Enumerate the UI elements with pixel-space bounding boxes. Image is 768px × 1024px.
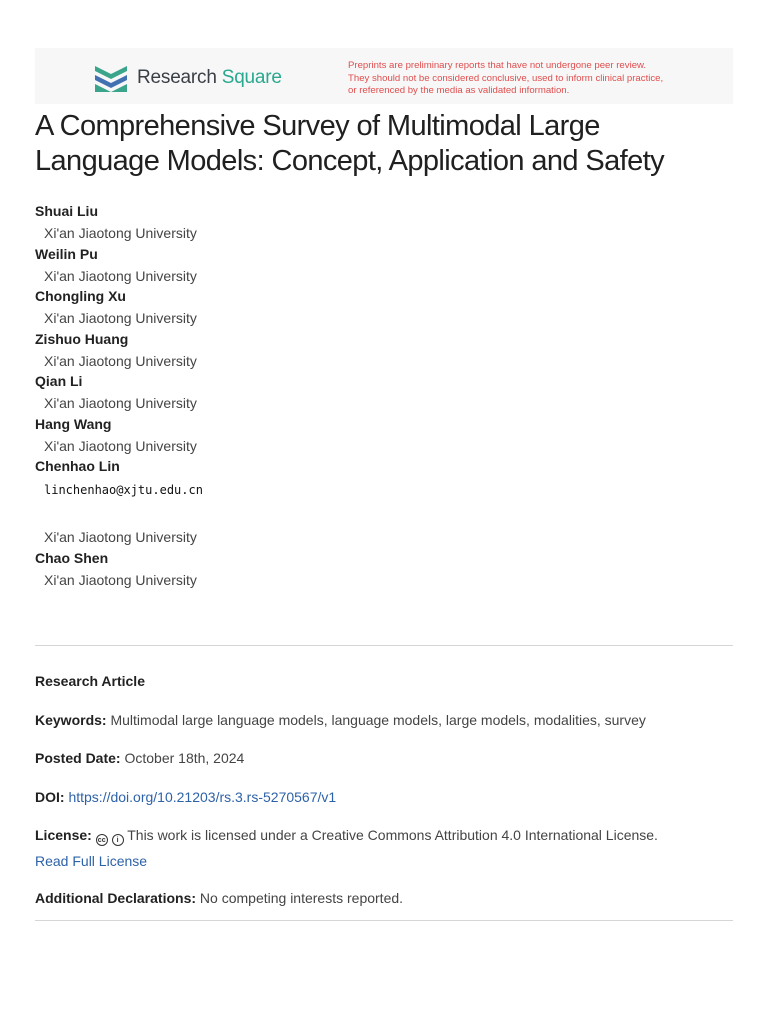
author-name: Chao Shen xyxy=(35,549,109,566)
author-affiliation: Xi'an Jiaotong University xyxy=(44,529,197,545)
declarations-value: No competing interests reported. xyxy=(199,890,404,906)
doi-row xyxy=(35,789,735,806)
doi-link[interactable]: https://doi.org/10.21203/rs.3.rs-5270567/v1 xyxy=(68,789,337,805)
author-name: Chongling Xu xyxy=(35,288,126,304)
license-text: This work is licensed under a Creative Commons Attribution 4.0 International License. xyxy=(127,827,658,843)
author-name: Chenhao Lin xyxy=(35,458,120,474)
research-square-logo[interactable] xyxy=(93,64,282,92)
keywords-value: Multimodal large language models, language models, large models, modalities, survey xyxy=(110,712,646,728)
disclaimer-line: They should not be considered conclusive, used to inform clinical practice, xyxy=(348,72,664,84)
author-affiliation: Xi'an Jiaotong University xyxy=(44,395,197,411)
paper-title: A Comprehensive Survey of Multimodal Large Language Models: Concept, Application and Safety xyxy=(35,110,664,177)
author-affiliation: Xi'an Jiaotong University xyxy=(44,437,197,454)
author-affiliation: Xi'an Jiaotong University xyxy=(44,352,197,369)
section-divider xyxy=(35,920,733,921)
author-email[interactable]: linchenhao@xjtu.edu.cn xyxy=(44,483,203,497)
posted-date-row xyxy=(35,750,735,767)
research-square-logo-icon xyxy=(93,64,129,92)
section-divider xyxy=(35,645,733,646)
read-full-license-link[interactable]: Read Full License xyxy=(35,853,148,869)
posted-date-label: Posted Date: xyxy=(35,750,121,766)
article-type: Research Article xyxy=(35,673,145,689)
author-list xyxy=(35,203,735,592)
disclaimer-line: or referenced by the media as validated information. xyxy=(348,85,570,96)
preprint-banner xyxy=(35,48,733,104)
author-name: Shuai Liu xyxy=(35,203,98,219)
keywords-row xyxy=(35,712,735,729)
declarations-row xyxy=(35,890,735,907)
author-affiliation: Xi'an Jiaotong University xyxy=(44,310,197,326)
logo-wordmark: Research Square xyxy=(137,67,282,88)
declarations-label: Additional Declarations: xyxy=(35,890,197,906)
author-name: Qian Li xyxy=(35,373,83,389)
author-affiliation: Xi'an Jiaotong University xyxy=(44,267,197,284)
license-row xyxy=(35,827,735,870)
author-affiliation: Xi'an Jiaotong University xyxy=(44,225,197,241)
keywords-label: Keywords: xyxy=(35,712,107,728)
attribution-icon: i xyxy=(112,834,124,846)
posted-date-value: October 18th, 2024 xyxy=(124,750,245,766)
author-affiliation: Xi'an Jiaotong University xyxy=(44,571,197,588)
license-label: License: xyxy=(35,827,92,843)
disclaimer-line: Preprints are preliminary reports that have not undergone peer review. xyxy=(348,60,647,71)
preprint-disclaimer xyxy=(348,60,708,98)
author-name: Zishuo Huang xyxy=(35,330,129,347)
doi-label: DOI: xyxy=(35,789,65,805)
author-name: Weilin Pu xyxy=(35,245,98,262)
author-name: Hang Wang xyxy=(35,415,112,432)
creative-commons-icon: cc xyxy=(96,834,108,846)
